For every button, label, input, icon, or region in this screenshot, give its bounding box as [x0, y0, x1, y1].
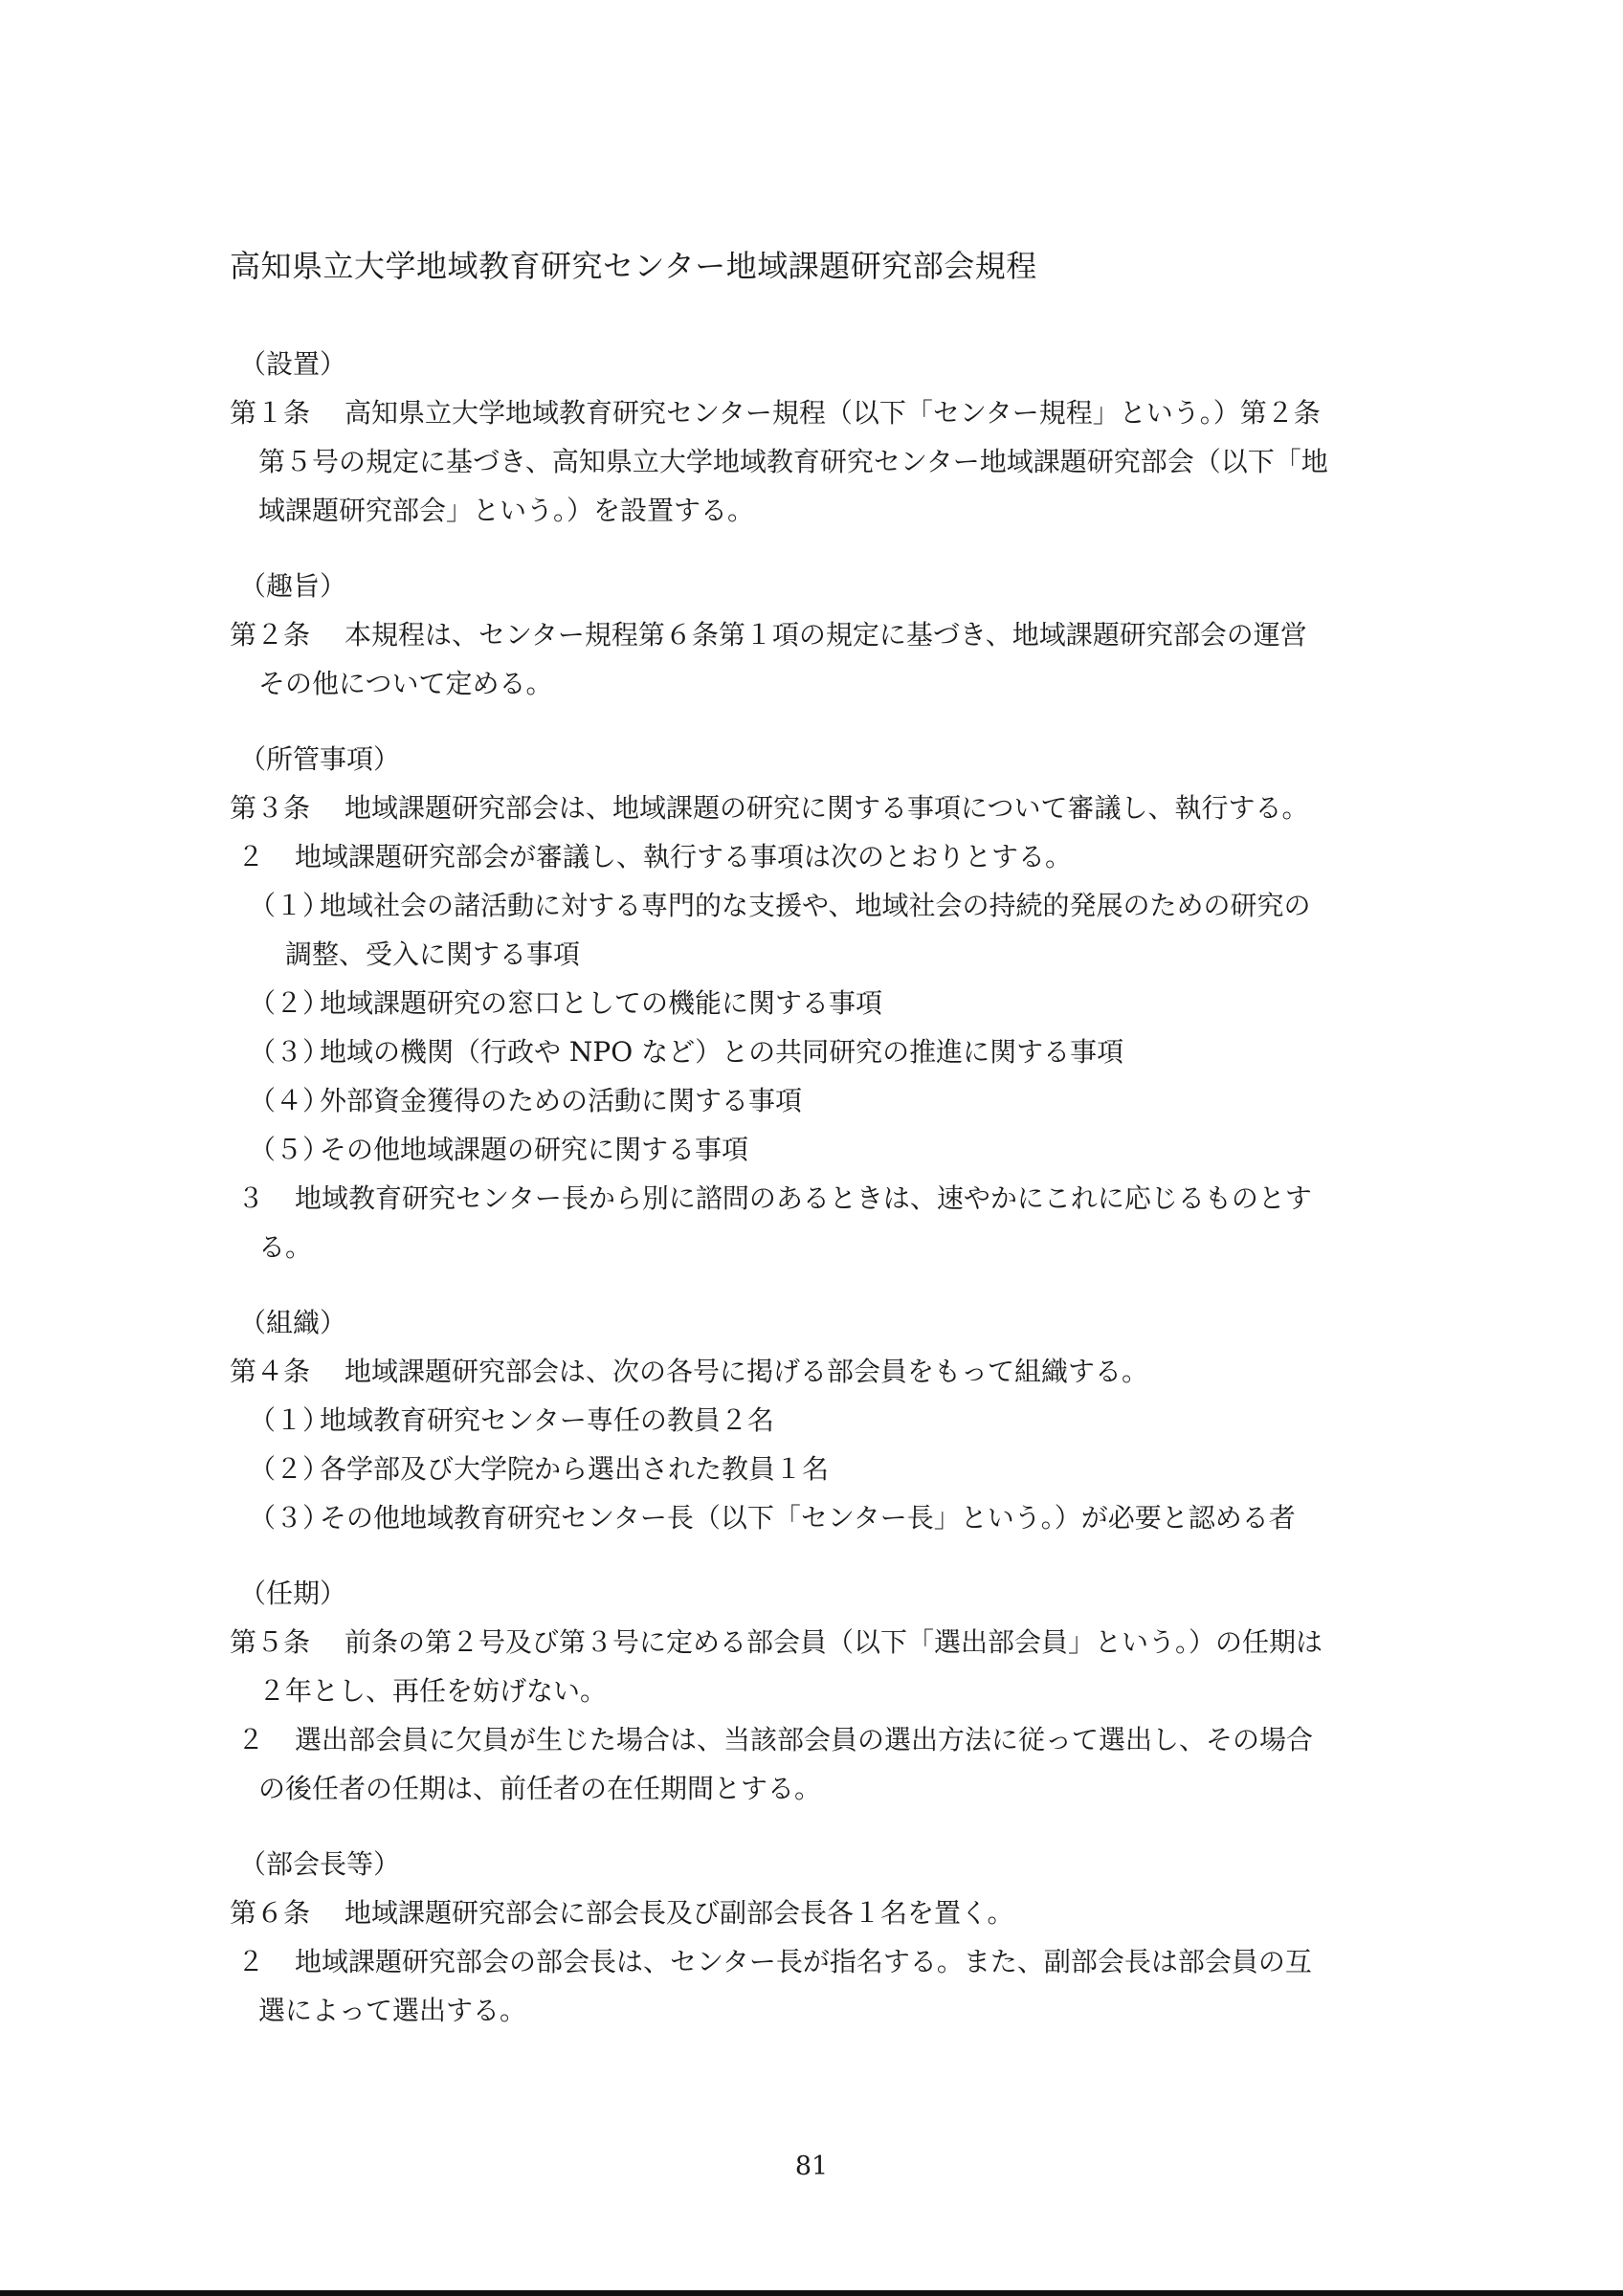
article-3-item-1-continued: 調整、受入に関する事項	[285, 938, 581, 970]
section-heading-term: （任期）	[239, 1578, 347, 1609]
article-2-line-1	[230, 610, 1397, 659]
item-text: その他地域教育研究センター長（以下「センター長」という。）が必要と認める者	[320, 1502, 1296, 1534]
document-title: 高知県立大学地域教育研究センター地域課題研究部会規程	[230, 248, 1037, 284]
item-text: 外部資金獲得のための活動に関する事項	[320, 1085, 803, 1116]
article-5-paragraph-2-continued: の後任者の任期は、前任者の在任期間とする。	[258, 1773, 822, 1804]
article-1-line-1	[230, 388, 1397, 437]
article-3-label: 第３条	[230, 792, 311, 824]
paragraph-text: 地域課題研究部会の部会長は、センター長が指名する。また、副部会長は部会員の互	[295, 1946, 1312, 1977]
section-heading-chair: （部会長等）	[239, 1848, 401, 1880]
article-6-line-1	[230, 1888, 1397, 1937]
page-number: 81	[794, 2152, 829, 2181]
article-4-line-1	[230, 1347, 1397, 1396]
item-number: （４）	[249, 1085, 330, 1116]
item-number: （３）	[249, 1036, 330, 1068]
article-3-line-1	[230, 784, 1397, 832]
paragraph-number: ２	[237, 1946, 265, 1977]
paragraph-number: ３	[237, 1182, 265, 1214]
article-4-item-1	[230, 1396, 1397, 1445]
article-5-text: 前条の第２号及び第３号に定める部会員（以下「選出部会員」という。）の任期は	[345, 1626, 1323, 1658]
article-2-label: 第２条	[230, 619, 311, 651]
item-text: 地域の機関（行政や NPO など）との共同研究の推進に関する事項	[320, 1036, 1124, 1068]
spacer	[230, 535, 1397, 562]
article-3-paragraph-3	[230, 1174, 1397, 1223]
article-2-text: 本規程は、センター規程第６条第１項の規定に基づき、地域課題研究部会の運営	[345, 619, 1307, 651]
article-3-item-2	[230, 979, 1397, 1027]
page-bottom-border	[0, 2290, 1623, 2296]
item-text: 地域課題研究の窓口としての機能に関する事項	[320, 987, 883, 1019]
article-2-line-2: その他について定める。	[258, 668, 553, 699]
section-heading-setting: （設置）	[239, 348, 347, 380]
item-text: 地域社会の諸活動に対する専門的な支援や、地域社会の持続的発展のための研究の	[320, 890, 1311, 921]
article-5-line-1	[230, 1618, 1397, 1667]
spacer	[230, 1813, 1397, 1840]
section-heading-purpose: （趣旨）	[239, 570, 347, 602]
article-6-text: 地域課題研究部会に部会長及び副部会長各１名を置く。	[345, 1897, 1014, 1929]
spacer	[230, 708, 1397, 735]
article-3-item-4	[230, 1076, 1397, 1125]
article-1-line-3: 域課題研究部会」という。）を設置する。	[258, 495, 755, 526]
item-number: （２）	[249, 987, 330, 1019]
article-6-paragraph-2	[230, 1937, 1397, 1986]
spacer	[230, 1542, 1397, 1569]
item-text: その他地域課題の研究に関する事項	[320, 1134, 749, 1165]
paragraph-number: ２	[237, 1724, 265, 1755]
article-5-label: 第５条	[230, 1626, 311, 1658]
article-4-label: 第４条	[230, 1356, 311, 1387]
article-1-label: 第１条	[230, 397, 311, 429]
article-3-paragraph-2	[230, 832, 1397, 881]
article-5-paragraph-2	[230, 1715, 1397, 1764]
item-number: （１）	[249, 1404, 330, 1436]
item-text: 各学部及び大学院から選出された教員１名	[320, 1453, 830, 1485]
article-4-item-2	[230, 1445, 1397, 1493]
article-3-paragraph-3-continued: る。	[258, 1231, 313, 1263]
item-number: （１）	[249, 890, 330, 921]
section-heading-organization: （組織）	[239, 1307, 347, 1338]
item-number: （３）	[249, 1502, 330, 1534]
article-1-text: 高知県立大学地域教育研究センター規程（以下「センター規程」という。）第２条	[345, 397, 1321, 429]
article-3-item-3	[230, 1027, 1397, 1076]
item-number: （５）	[249, 1134, 330, 1165]
article-6-label: 第６条	[230, 1897, 311, 1929]
article-3-item-1	[230, 881, 1397, 930]
article-5-line-2: ２年とし、再任を妨げない。	[258, 1675, 608, 1707]
item-number: （２）	[249, 1453, 330, 1485]
article-6-paragraph-2-continued: 選によって選出する。	[258, 1995, 527, 2026]
article-1-line-2: 第５号の規定に基づき、高知県立大学地域教育研究センター地域課題研究部会（以下「地	[258, 446, 1328, 477]
article-3-text: 地域課題研究部会は、地域課題の研究に関する事項について審議し、執行する。	[345, 792, 1309, 824]
spacer	[230, 1271, 1397, 1298]
paragraph-text: 地域教育研究センター長から別に諮問のあるときは、速やかにこれに応じるものとす	[295, 1182, 1312, 1214]
paragraph-text: 地域課題研究部会が審議し、執行する事項は次のとおりとする。	[295, 841, 1073, 872]
article-4-item-3	[230, 1493, 1397, 1542]
paragraph-number: ２	[237, 841, 265, 872]
item-text: 地域教育研究センター専任の教員２名	[320, 1404, 774, 1436]
section-heading-jurisdiction: （所管事項）	[239, 743, 401, 775]
article-4-text: 地域課題研究部会は、次の各号に掲げる部会員をもって組織する。	[345, 1356, 1149, 1387]
regulation-body	[230, 340, 1397, 2035]
paragraph-text: 選出部会員に欠員が生じた場合は、当該部会員の選出方法に従って選出し、その場合	[295, 1724, 1314, 1755]
article-3-item-5	[230, 1125, 1397, 1174]
